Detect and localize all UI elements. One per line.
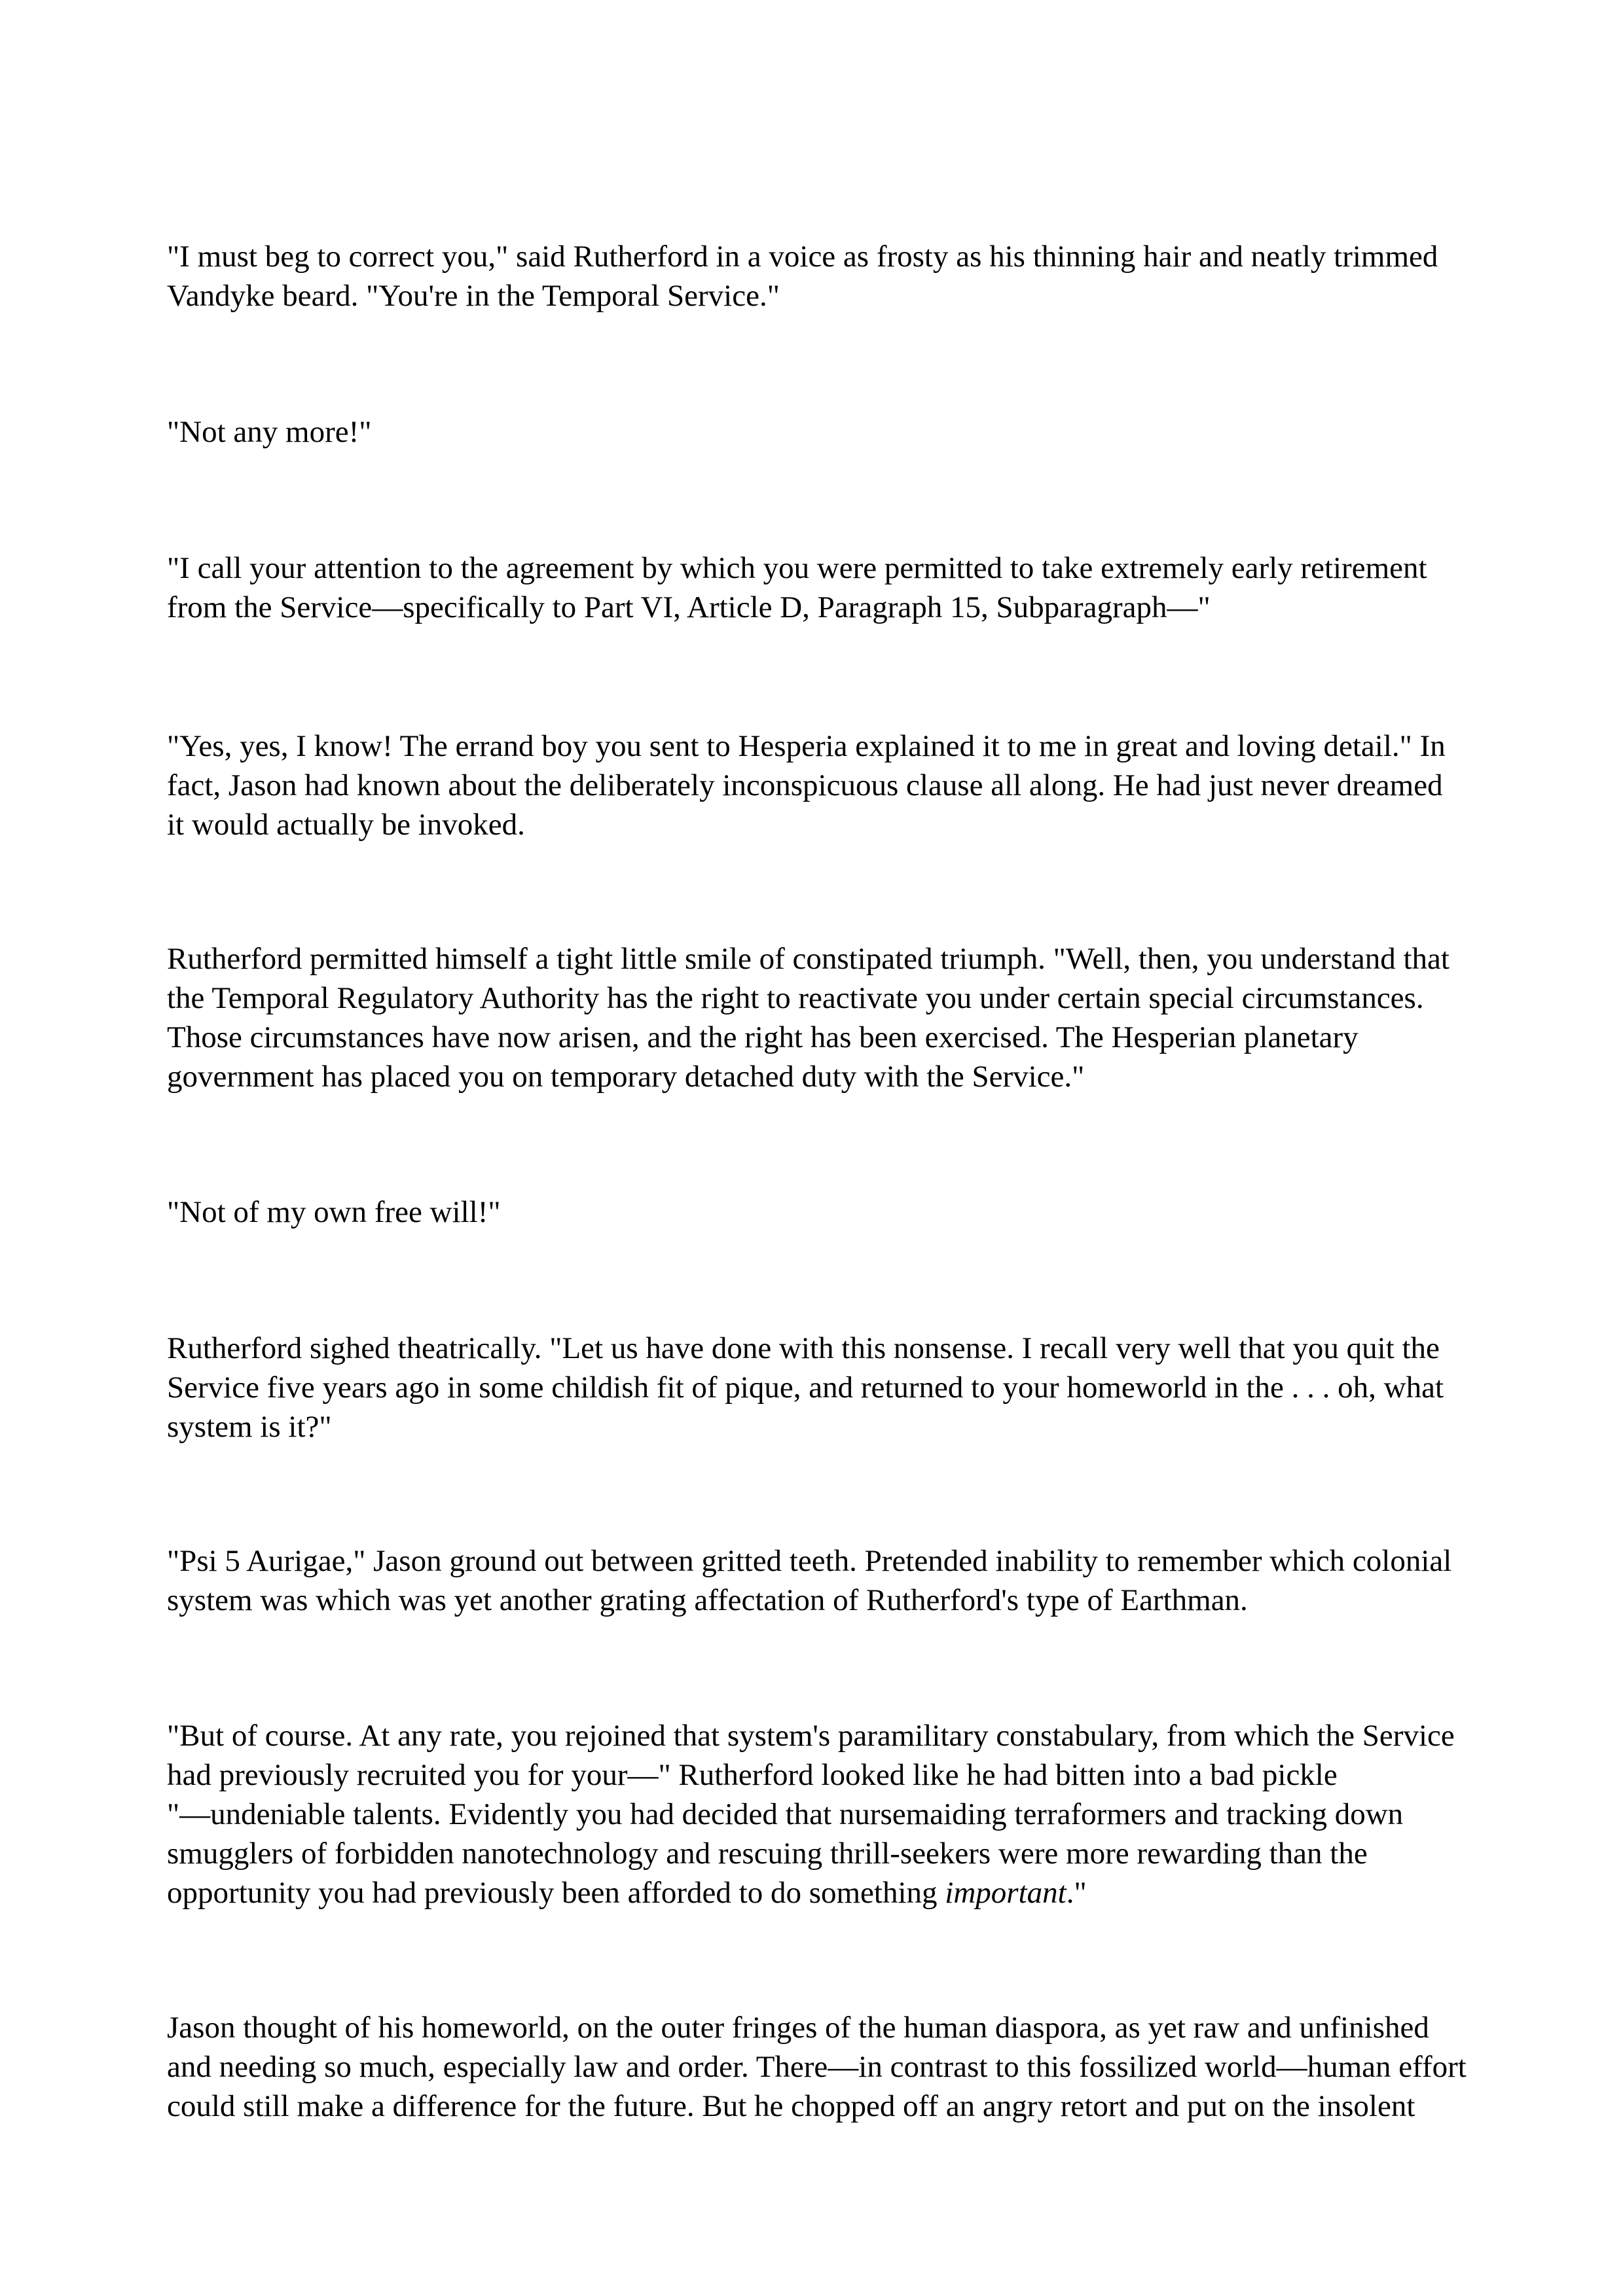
paragraph-9 [167, 1716, 1476, 1912]
text-line: "Not of my own free will!" [167, 1195, 501, 1229]
text-line: and needing so much, especially law and order. There—in contrast to this fossilized world—human effort [167, 2050, 1467, 2084]
text-line: Rutherford permitted himself a tight little smile of constipated triumph. "Well, then, you understand that [167, 942, 1450, 976]
text-line: Those circumstances have now arisen, and the right has been exercised. The Hesperian planetary [167, 1020, 1359, 1054]
text-line: from the Service—specifically to Part VI, Article D, Paragraph 15, Subparagraph—" [167, 590, 1211, 624]
paragraph-7 [167, 1329, 1476, 1446]
text-line-with-emphasis [167, 1873, 1476, 1912]
paragraph-8 [167, 1541, 1476, 1620]
text-line: Service five years ago in some childish fit of pique, and returned to your homeworld in the . . . oh, what [167, 1371, 1444, 1405]
text-line: smugglers of forbidden nanotechnology and rescuing thrill-seekers were more rewarding than the [167, 1837, 1368, 1871]
paragraph-3 [167, 548, 1476, 627]
paragraph-2 [167, 412, 1476, 452]
text-segment: ." [1066, 1876, 1087, 1910]
text-line: Vandyke beard. "You're in the Temporal Service." [167, 279, 780, 313]
text-line: had previously recruited you for your—" Rutherford looked like he had bitten into a bad pickle [167, 1758, 1338, 1792]
text-line: "I must beg to correct you," said Rutherford in a voice as frosty as his thinning hair and neatly trimmed [167, 240, 1438, 274]
text-line: Rutherford sighed theatrically. "Let us have done with this nonsense. I recall very well that you quit the [167, 1331, 1440, 1365]
text-line: "But of course. At any rate, you rejoined that system's paramilitary constabulary, from which the Service [167, 1719, 1455, 1753]
text-line: "—undeniable talents. Evidently you had decided that nursemaiding terraformers and tracking down [167, 1797, 1404, 1831]
text-line: government has placed you on temporary detached duty with the Service." [167, 1060, 1085, 1094]
text-line: it would actually be invoked. [167, 808, 525, 842]
text-segment: opportunity you had previously been afforded to do something [167, 1876, 945, 1910]
text-line: "I call your attention to the agreement by which you were permitted to take extremely early retirement [167, 551, 1427, 585]
paragraph-4 [167, 726, 1476, 844]
emphasis-word: important [945, 1876, 1067, 1910]
paragraph-1 [167, 237, 1476, 315]
paragraph-6 [167, 1193, 1476, 1232]
text-line: system was which was yet another grating affectation of Rutherford's type of Earthman. [167, 1583, 1248, 1617]
text-line: system is it?" [167, 1410, 332, 1444]
text-line: Jason thought of his homeworld, on the outer fringes of the human diaspora, as yet raw and unfinished [167, 2011, 1429, 2045]
text-line: the Temporal Regulatory Authority has the right to reactivate you under certain special circumstances. [167, 981, 1424, 1015]
paragraph-10 [167, 2008, 1476, 2126]
text-line: "Not any more!" [167, 415, 372, 449]
text-line: fact, Jason had known about the deliberately inconspicuous clause all along. He had just never dreamed [167, 768, 1443, 802]
paragraph-5 [167, 939, 1476, 1096]
text-line: "Psi 5 Aurigae," Jason ground out between gritted teeth. Pretended inability to remember which colonial [167, 1544, 1452, 1578]
text-line: "Yes, yes, I know! The errand boy you sent to Hesperia explained it to me in great and loving detail." In [167, 729, 1446, 763]
text-line: could still make a difference for the future. But he chopped off an angry retort and put on the insolent [167, 2089, 1415, 2123]
